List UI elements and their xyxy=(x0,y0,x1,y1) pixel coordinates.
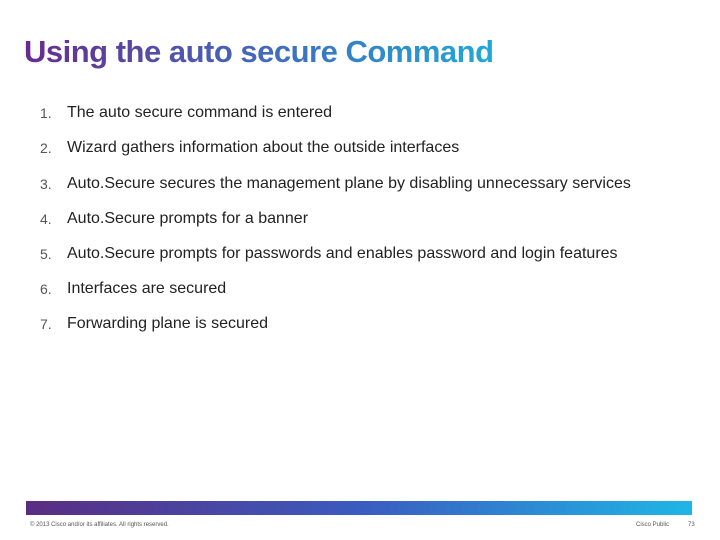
list-item-text: Auto.Secure prompts for passwords and enables password and login features xyxy=(67,245,618,262)
list-item-number: 2. xyxy=(40,140,52,156)
list-item-number: 6. xyxy=(40,281,52,297)
copyright-text: © 2013 Cisco and/or its affiliates. All rights reserved. xyxy=(30,522,169,528)
list-item-number: 5. xyxy=(40,246,52,262)
classification-label: Cisco Public xyxy=(636,522,670,528)
page-number: 73 xyxy=(688,522,695,528)
list-item xyxy=(40,138,680,158)
list-item-number: 1. xyxy=(40,105,52,121)
list-item xyxy=(40,174,680,194)
list-item-text: Wizard gathers information about the outside interfaces xyxy=(67,139,460,156)
list-item-text: The auto secure command is entered xyxy=(67,104,333,121)
numbered-list xyxy=(40,100,680,334)
list-item xyxy=(40,244,680,264)
list-item-text: Forwarding plane is secured xyxy=(67,315,268,332)
list-item-number: 7. xyxy=(40,316,52,332)
list-item-text: Auto.Secure prompts for a banner xyxy=(67,210,309,227)
list-item xyxy=(40,209,680,229)
list-item xyxy=(40,279,680,299)
list-item-number: 3. xyxy=(40,176,52,192)
footer-gradient-bar xyxy=(26,501,692,515)
list-item-number: 4. xyxy=(40,211,52,227)
list-item xyxy=(40,314,680,334)
list-item-text: Interfaces are secured xyxy=(67,280,227,297)
list-item xyxy=(40,103,680,123)
list-item-text: Auto.Secure secures the management plane by disabling unnecessary services xyxy=(67,175,631,192)
slide-title: Using the auto secure Command xyxy=(24,34,494,69)
